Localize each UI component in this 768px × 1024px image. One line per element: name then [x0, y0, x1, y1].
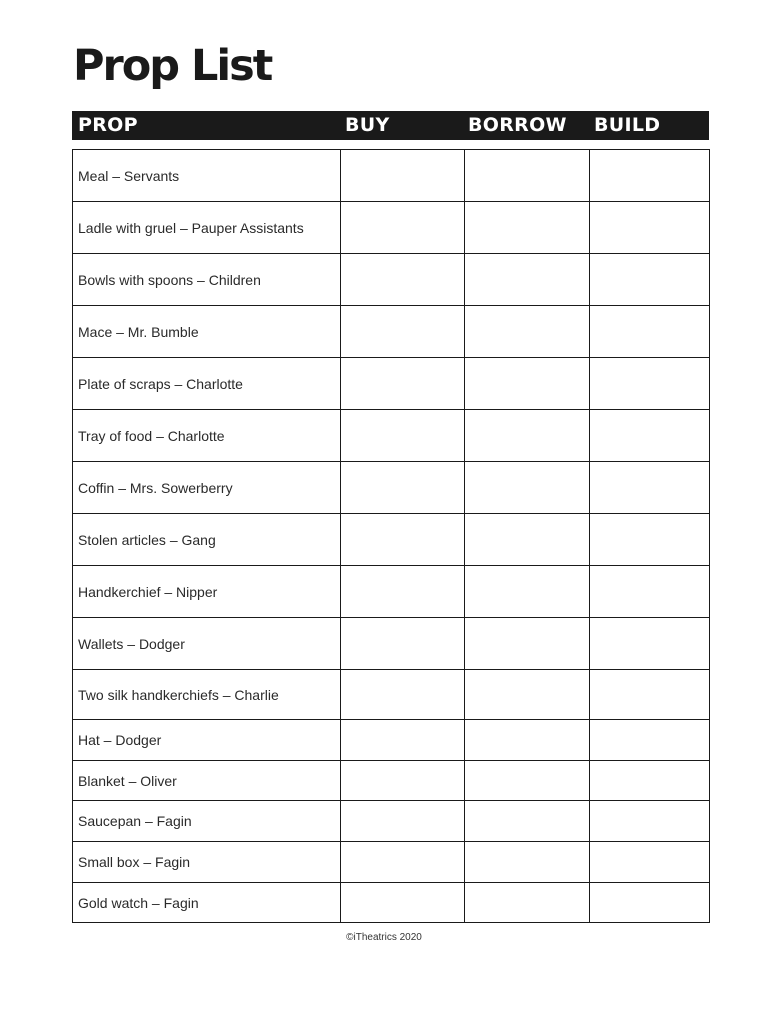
prop-cell: Ladle with gruel – Pauper Assistants — [73, 202, 341, 254]
borrow-cell[interactable] — [465, 801, 590, 842]
build-cell[interactable] — [590, 410, 710, 462]
buy-cell[interactable] — [341, 883, 465, 923]
page-title: Prop List — [73, 41, 272, 91]
prop-table — [72, 149, 710, 923]
prop-cell: Handkerchief – Nipper — [73, 566, 341, 618]
buy-cell[interactable] — [341, 566, 465, 618]
prop-cell: Meal – Servants — [73, 150, 341, 202]
borrow-cell[interactable] — [465, 618, 590, 670]
buy-cell[interactable] — [341, 254, 465, 306]
buy-cell[interactable] — [341, 761, 465, 801]
build-cell[interactable] — [590, 462, 710, 514]
borrow-cell[interactable] — [465, 720, 590, 761]
build-cell[interactable] — [590, 150, 710, 202]
buy-cell[interactable] — [341, 514, 465, 566]
table-row — [73, 842, 710, 883]
table-row — [73, 883, 710, 923]
table-row — [73, 358, 710, 410]
header-borrow: BORROW — [468, 114, 567, 136]
buy-cell[interactable] — [341, 306, 465, 358]
table-row — [73, 306, 710, 358]
build-cell[interactable] — [590, 720, 710, 761]
build-cell[interactable] — [590, 883, 710, 923]
prop-cell: Wallets – Dodger — [73, 618, 341, 670]
prop-cell: Small box – Fagin — [73, 842, 341, 883]
build-cell[interactable] — [590, 202, 710, 254]
buy-cell[interactable] — [341, 202, 465, 254]
buy-cell[interactable] — [341, 670, 465, 720]
header-prop: PROP — [78, 114, 138, 136]
header-buy: BUY — [345, 114, 390, 136]
build-cell[interactable] — [590, 618, 710, 670]
header-build: BUILD — [594, 114, 661, 136]
borrow-cell[interactable] — [465, 670, 590, 720]
prop-cell: Mace – Mr. Bumble — [73, 306, 341, 358]
build-cell[interactable] — [590, 306, 710, 358]
table-row — [73, 720, 710, 761]
table-row — [73, 618, 710, 670]
build-cell[interactable] — [590, 566, 710, 618]
buy-cell[interactable] — [341, 618, 465, 670]
table-row — [73, 566, 710, 618]
build-cell[interactable] — [590, 670, 710, 720]
build-cell[interactable] — [590, 801, 710, 842]
prop-cell: Stolen articles – Gang — [73, 514, 341, 566]
table-row — [73, 410, 710, 462]
build-cell[interactable] — [590, 514, 710, 566]
borrow-cell[interactable] — [465, 358, 590, 410]
build-cell[interactable] — [590, 761, 710, 801]
borrow-cell[interactable] — [465, 410, 590, 462]
table-row — [73, 202, 710, 254]
borrow-cell[interactable] — [465, 514, 590, 566]
borrow-cell[interactable] — [465, 566, 590, 618]
table-row — [73, 670, 710, 720]
borrow-cell[interactable] — [465, 202, 590, 254]
table-header — [72, 111, 709, 140]
buy-cell[interactable] — [341, 410, 465, 462]
borrow-cell[interactable] — [465, 150, 590, 202]
prop-cell: Tray of food – Charlotte — [73, 410, 341, 462]
build-cell[interactable] — [590, 842, 710, 883]
borrow-cell[interactable] — [465, 254, 590, 306]
buy-cell[interactable] — [341, 720, 465, 761]
build-cell[interactable] — [590, 358, 710, 410]
copyright-footer: ©iTheatrics 2020 — [346, 932, 422, 943]
table-row — [73, 514, 710, 566]
prop-cell: Two silk handkerchiefs – Charlie — [73, 670, 341, 720]
prop-cell: Gold watch – Fagin — [73, 883, 341, 923]
borrow-cell[interactable] — [465, 883, 590, 923]
table-row — [73, 801, 710, 842]
table-row — [73, 462, 710, 514]
prop-cell: Plate of scraps – Charlotte — [73, 358, 341, 410]
prop-cell: Blanket – Oliver — [73, 761, 341, 801]
prop-cell: Coffin – Mrs. Sowerberry — [73, 462, 341, 514]
borrow-cell[interactable] — [465, 761, 590, 801]
prop-cell: Saucepan – Fagin — [73, 801, 341, 842]
buy-cell[interactable] — [341, 358, 465, 410]
buy-cell[interactable] — [341, 462, 465, 514]
prop-cell: Hat – Dodger — [73, 720, 341, 761]
borrow-cell[interactable] — [465, 462, 590, 514]
borrow-cell[interactable] — [465, 842, 590, 883]
buy-cell[interactable] — [341, 842, 465, 883]
build-cell[interactable] — [590, 254, 710, 306]
borrow-cell[interactable] — [465, 306, 590, 358]
table-row — [73, 761, 710, 801]
buy-cell[interactable] — [341, 150, 465, 202]
table-row — [73, 150, 710, 202]
buy-cell[interactable] — [341, 801, 465, 842]
prop-cell: Bowls with spoons – Children — [73, 254, 341, 306]
table-row — [73, 254, 710, 306]
